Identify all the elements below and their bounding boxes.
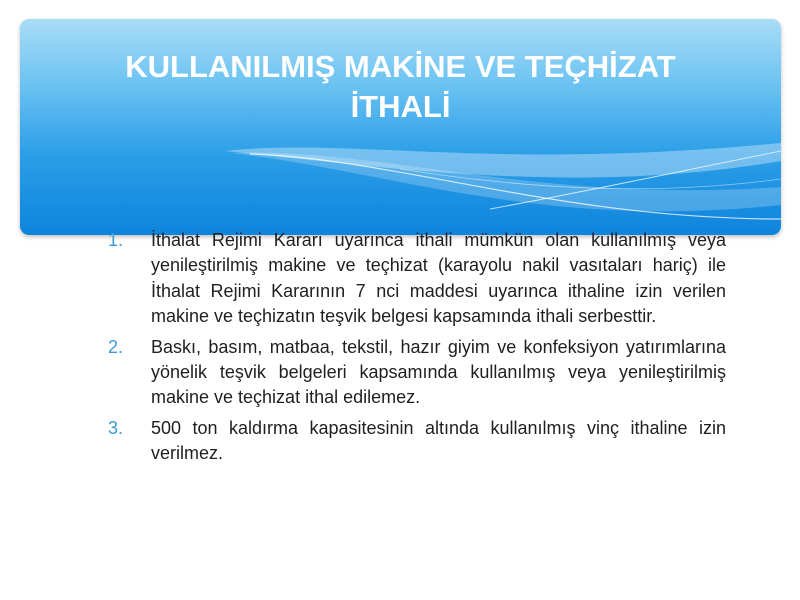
numbered-list (108, 228, 726, 472)
list-item (108, 228, 726, 330)
list-item-number: 2. (108, 336, 124, 357)
list-item (108, 416, 726, 467)
slide-title-line-2: İTHALİ (350, 89, 451, 124)
list-item-text: Baskı, basım, matbaa, tekstil, hazır giyim ve konfeksiyon yatırımlarına yönelik teşvik belgeleri kapsamında kullanılmış veya yenileştirilmiş makine ve teçhizat ithal edilemez. (151, 336, 726, 408)
title-banner (20, 19, 781, 235)
list-item-text: 500 ton kaldırma kapasitesinin altında kullanılmış vinç ithaline izin verilmez. (151, 417, 726, 464)
slide-title (20, 47, 781, 127)
list-item (108, 335, 726, 411)
list-item-number: 3. (108, 417, 124, 438)
list-item-number: 1. (108, 230, 124, 250)
slide-title-line-1: KULLANILMIŞ MAKİNE VE TEÇHİZAT (125, 49, 676, 84)
list-item-text: İthalat Rejimi Kararı uyarınca ithali mümkün olan kullanılmış veya yenileştirilmiş makine ve teçhizat (karayolu nakil vasıtaları hariç) ile İthalat Rejimi Kararının 7 nci maddesi uyarınca ithaline izin verilen makine ve teçhizatın teşvik belgesi kapsamında ithali serbesttir. (151, 230, 726, 327)
